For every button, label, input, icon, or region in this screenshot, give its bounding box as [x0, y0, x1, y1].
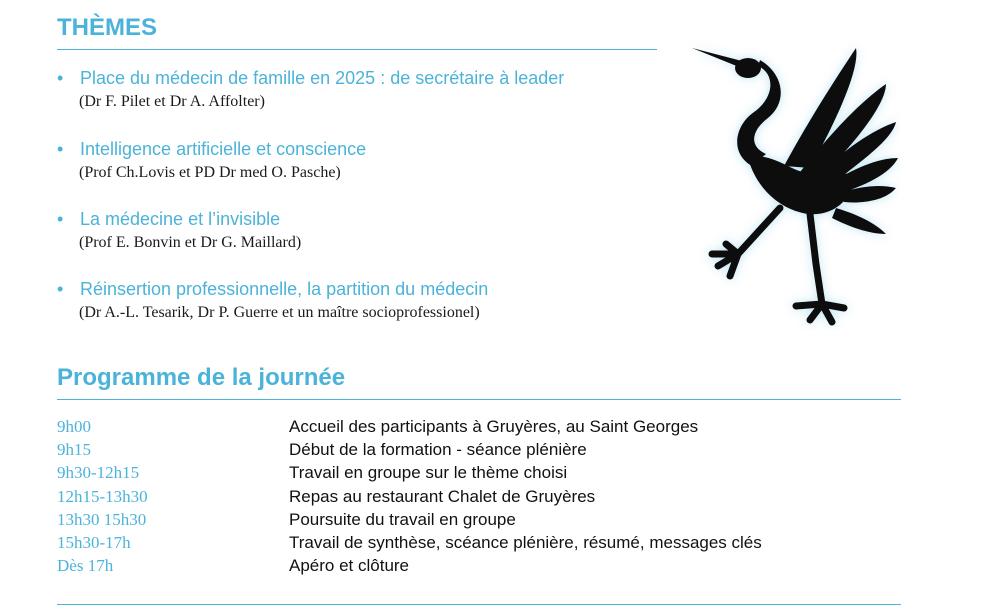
schedule-time: 9h15	[57, 440, 91, 460]
schedule-row	[57, 510, 917, 533]
schedule-row	[57, 556, 917, 579]
schedule-activity: Repas au restaurant Chalet de Gruyères	[289, 486, 596, 506]
schedule-time: 9h30-12h15	[57, 463, 140, 483]
schedule-time: Dès 17h	[57, 556, 114, 576]
themes-heading: THÈMES	[57, 14, 158, 41]
bullet-icon: •	[57, 139, 64, 159]
schedule-activity: Accueil des participants à Gruyères, au Saint Georges	[289, 417, 699, 436]
schedule-time: 13h30 15h30	[57, 509, 147, 529]
schedule-row	[57, 417, 917, 440]
schedule-activity: Apéro et clôture	[289, 556, 410, 576]
theme-speakers: (Prof E. Bonvin et Dr G. Maillard)	[79, 234, 302, 251]
theme-title: Intelligence artificielle et conscience	[80, 139, 367, 159]
programme-divider	[57, 399, 901, 400]
theme-title: Place du médecin de famille en 2025 : de secrétaire à leader	[80, 68, 565, 88]
theme-speakers: (Dr F. Pilet et Dr A. Affolter)	[79, 93, 265, 110]
crane-bird-logo	[660, 38, 900, 330]
schedule-time: 12h15-13h30	[57, 486, 148, 506]
theme-title: Réinsertion professionnelle, la partition du médecin	[80, 279, 489, 299]
bullet-icon: •	[57, 68, 64, 88]
schedule-row	[57, 440, 917, 463]
schedule-activity: Travail en groupe sur le thème choisi	[289, 463, 568, 483]
schedule-row	[57, 487, 917, 510]
schedule-activity: Début de la formation - séance plénière	[289, 440, 587, 460]
theme-speakers: (Prof Ch.Lovis et PD Dr med O. Pasche)	[79, 164, 341, 181]
themes-divider	[57, 49, 657, 50]
bullet-icon: •	[57, 279, 64, 299]
bullet-icon: •	[57, 209, 64, 229]
schedule-time: 9h00	[57, 417, 91, 436]
theme-title: La médecine et l’invisible	[80, 209, 281, 229]
schedule-row	[57, 463, 917, 486]
schedule-table	[57, 417, 917, 579]
schedule-time: 15h30-17h	[57, 532, 131, 552]
schedule-activity: Poursuite du travail en groupe	[289, 509, 516, 529]
footer-divider	[57, 604, 901, 605]
schedule-activity: Travail de synthèse, scéance plénière, résumé, messages clés	[289, 532, 762, 552]
schedule-row	[57, 533, 917, 556]
programme-heading: Programme de la journée	[57, 364, 346, 391]
theme-speakers: (Dr A.-L. Tesarik, Dr P. Guerre et un maître socioprofessionel)	[79, 304, 480, 321]
